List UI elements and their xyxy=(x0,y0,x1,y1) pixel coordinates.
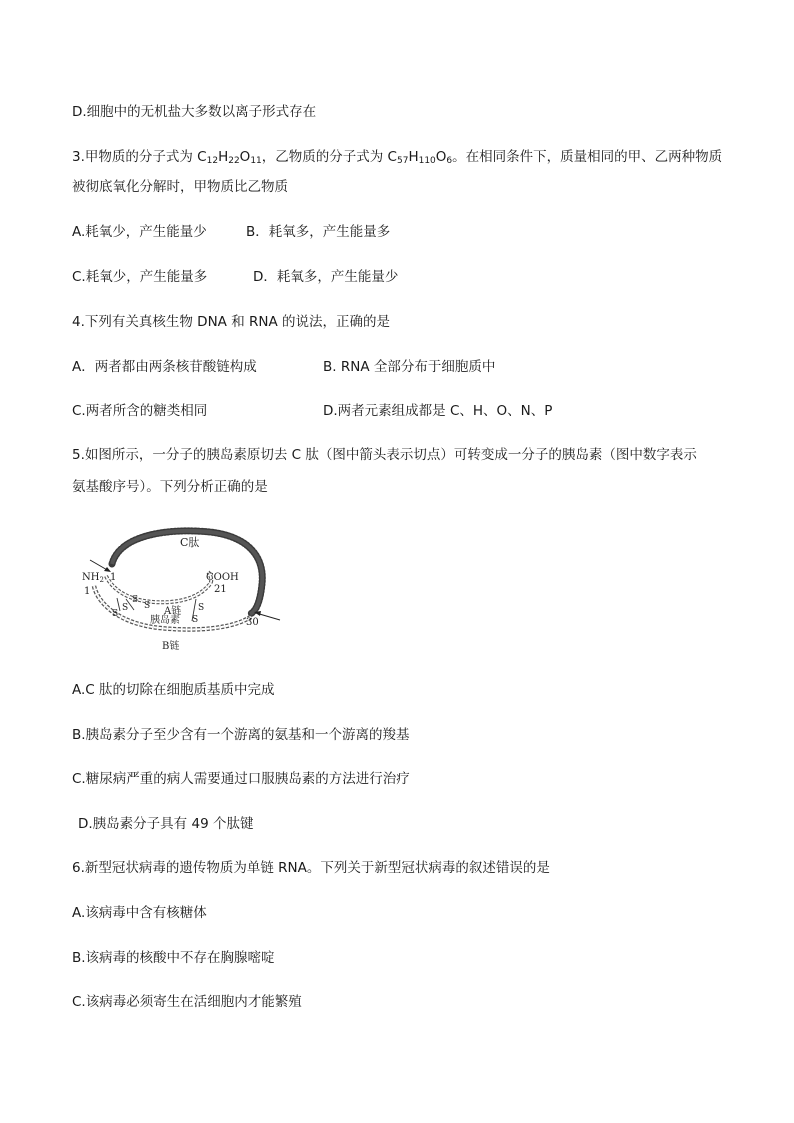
q3-text: H xyxy=(408,149,419,165)
q5-option-b: B.胰岛素分子至少含有一个游离的氨基和一个游离的羧基 xyxy=(72,727,410,743)
q4-option-a: A．两者都由两条核苷酸链构成 xyxy=(72,359,257,375)
a-chain xyxy=(106,572,211,602)
q3-text: O xyxy=(435,149,447,165)
q6-option-c: C.该病毒必须寄生在活细胞内才能繁殖 xyxy=(72,994,302,1010)
q4-stem: 4.下列有关真核生物 DNA 和 RNA 的说法，正确的是 xyxy=(72,314,390,330)
q3-text: O xyxy=(239,149,251,165)
q3-sub: 11 xyxy=(250,156,262,166)
q5-stem-line1: 5.如图所示，一分子的胰岛素原切去 C 肽（图中箭头表示切点）可转变成一分子的胰岛素（图中数字表示 xyxy=(72,447,697,463)
label-num-1-a: 1 xyxy=(110,572,117,583)
q5-option-d: D.胰岛素分子具有 49 个肽键 xyxy=(78,816,254,832)
label-b-chain: B链 xyxy=(162,641,180,652)
label-s: S xyxy=(122,603,129,613)
label-a-chain: A链 xyxy=(164,606,182,617)
q3-sub: 110 xyxy=(418,156,436,166)
q3-sub: 22 xyxy=(228,156,240,166)
label-insulin: 胰岛素 xyxy=(150,615,180,626)
label-s: S xyxy=(192,615,199,625)
q3-option-b: B．耗氧多，产生能量多 xyxy=(246,224,391,240)
cleavage-arrow-left xyxy=(90,560,111,572)
q3-stem-line1 xyxy=(72,148,722,166)
label-num-1-b: 1 xyxy=(84,586,91,597)
q6-option-a: A.该病毒中含有核糖体 xyxy=(72,905,207,921)
label-cooh: COOH xyxy=(206,572,239,583)
label-s: S xyxy=(198,603,205,613)
q3-text-b: ，乙物质的分子式为 C xyxy=(261,149,397,165)
q6-option-b: B.该病毒的核酸中不存在胸腺嘧啶 xyxy=(72,950,275,966)
label-s: S xyxy=(132,595,139,605)
q5-option-a: A.C 肽的切除在细胞质基质中完成 xyxy=(72,682,275,698)
q3-sub: 57 xyxy=(396,156,409,166)
q3-stem-line2: 被彻底氧化分解时，甲物质比乙物质 xyxy=(72,179,288,195)
q6-stem: 6.新型冠状病毒的遗传物质为单链 RNA。下列关于新型冠状病毒的叙述错误的是 xyxy=(72,860,550,876)
q3-text-c: 。在相同条件下，质量相同的甲、乙两种物质 xyxy=(452,149,723,165)
q2-option-d: D.细胞中的无机盐大多数以离子形式存在 xyxy=(72,104,317,120)
label-nh2: $NH_2$ xyxy=(82,572,104,584)
q3-text: H xyxy=(218,149,229,165)
q5-option-c: C.糖尿病严重的病人需要通过口服胰岛素的方法进行治疗 xyxy=(72,771,410,787)
q4-option-c: C.两者所含的糖类相同 xyxy=(72,403,208,419)
q3-sub: 6 xyxy=(446,156,453,166)
q3-option-a: A.耗氧少，产生能量少 xyxy=(72,224,207,240)
q4-option-b: B. RNA 全部分布于细胞质中 xyxy=(323,359,496,375)
q3-sub: 12 xyxy=(206,156,219,166)
insulin-diagram xyxy=(70,524,290,656)
label-num-21: 21 xyxy=(214,584,227,595)
q3-text-a: 3.甲物质的分子式为 C xyxy=(72,149,207,165)
label-s: S xyxy=(144,601,151,611)
label-s: S xyxy=(112,609,119,619)
label-num-30: 30 xyxy=(246,617,259,628)
q5-stem-line2: 氨基酸序号）。下列分析正确的是 xyxy=(72,479,268,495)
q3-option-c: C.耗氧少，产生能量多 xyxy=(72,269,208,285)
label-c-peptide: C肽 xyxy=(180,536,200,549)
q4-option-d: D.两者元素组成都是 C、H、O、N、P xyxy=(323,403,553,419)
q3-option-d: D．耗氧多，产生能量少 xyxy=(253,269,399,285)
